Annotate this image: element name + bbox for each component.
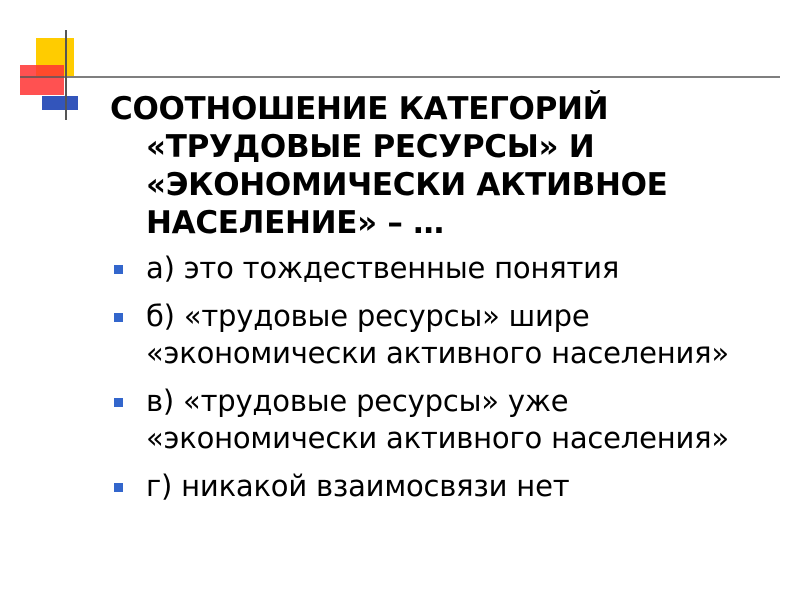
bullet-icon — [114, 398, 123, 407]
answer-option-text: в) «трудовые ресурсы» уже «экономически активного населения» — [146, 384, 729, 455]
bullet-icon — [114, 313, 123, 322]
bullet-icon — [114, 265, 123, 274]
answer-option-b — [110, 298, 780, 372]
decoration-blue-square — [42, 96, 78, 110]
answer-option-text: а) это тождественные понятия — [146, 251, 620, 285]
slide-content — [110, 90, 780, 516]
question-title: СООТНОШЕНИЕ КАТЕГОРИЙ «ТРУДОВЫЕ РЕСУРСЫ» И «ЭКОНОМИЧЕСКИ АКТИВНОЕ НАСЕЛЕНИЕ» – … — [110, 91, 668, 241]
answer-option-text: б) «трудовые ресурсы» шире «экономически активного населения» — [146, 299, 729, 370]
answer-option-d — [110, 468, 780, 505]
answer-option-a — [110, 250, 780, 287]
answer-option-c — [110, 383, 780, 457]
answer-option-text: г) никакой взаимосвязи нет — [146, 469, 570, 503]
bullet-icon — [114, 483, 123, 492]
decoration-red-square — [20, 65, 64, 95]
